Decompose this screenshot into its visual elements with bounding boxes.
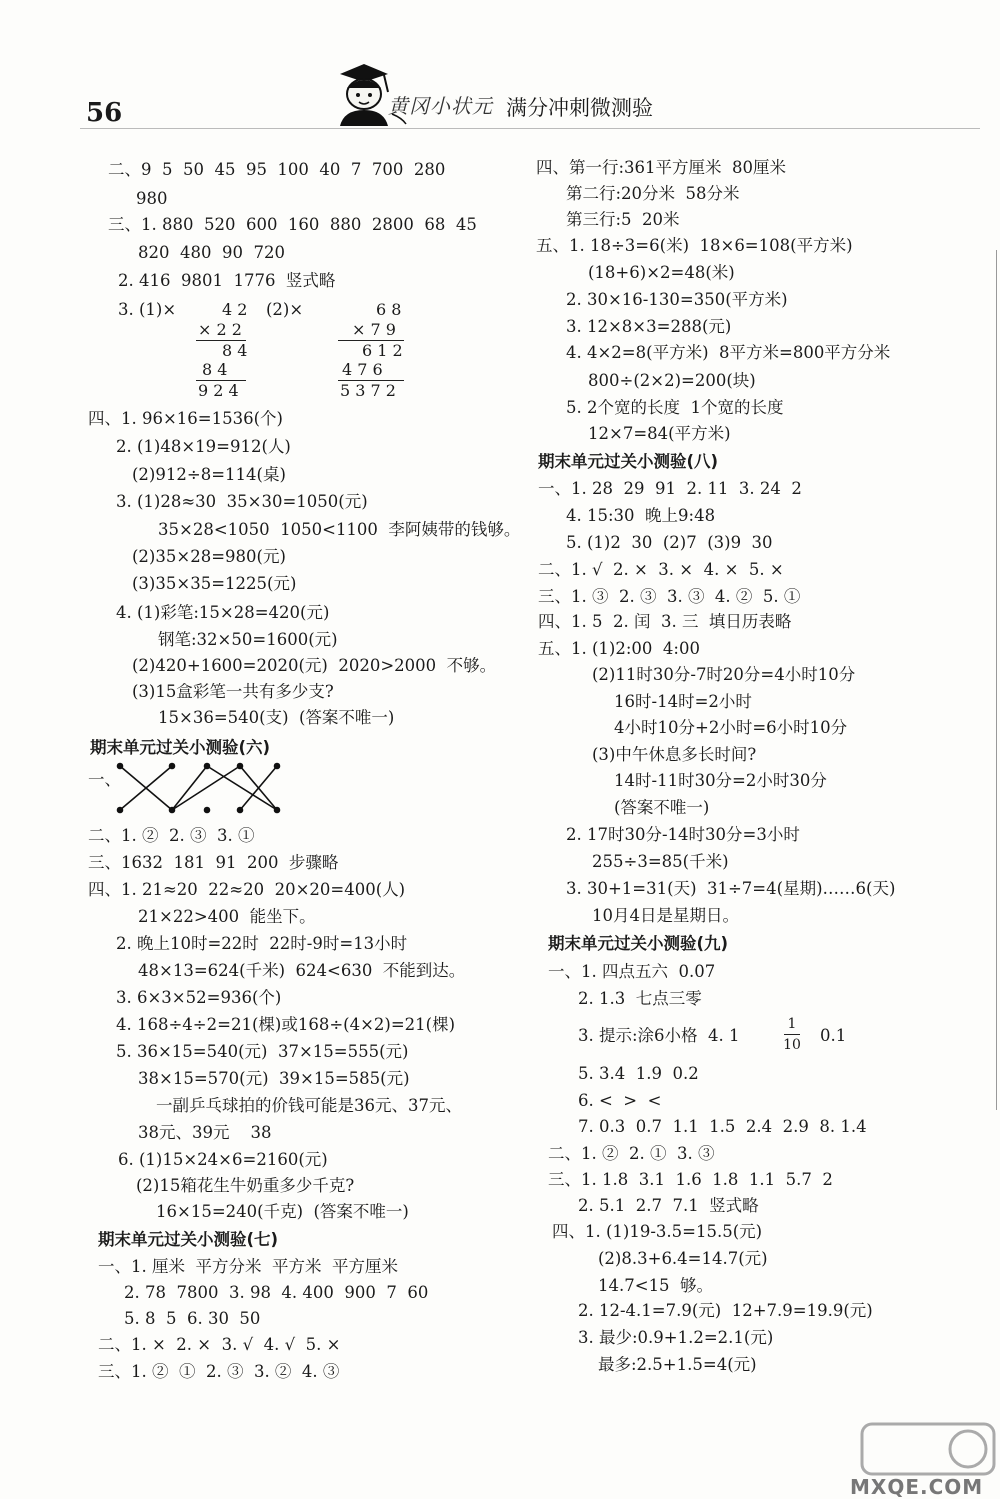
vc2-row: 6 1 2 (362, 341, 403, 360)
fraction-numerator: 1 (787, 1016, 797, 1032)
answer-line: 4. 15:30 晚上9:48 (566, 506, 716, 525)
vc2-row: 5 3 7 2 (340, 381, 396, 400)
section-heading: 期末单元过关小测验(九) (548, 934, 729, 953)
answer-line: 6. < > < (578, 1091, 662, 1110)
answer-line: 二、1. ② 2. ③ 3. ① (88, 826, 255, 845)
answer-line: (2)35×28=980(元) (132, 547, 286, 566)
vc2-row: 4 7 6 (342, 360, 383, 379)
header-divider (80, 128, 980, 129)
answer-line: 3. (1)28≈30 35×30=1050(元) (116, 492, 368, 511)
answer-line: 钢笔:32×50=1600(元) (158, 630, 338, 649)
page-number: 56 (86, 98, 123, 128)
vc1-row: 8 4 (202, 360, 228, 379)
vc2-row: 6 8 (376, 300, 402, 319)
vc2-row: × 7 9 (352, 320, 396, 339)
answer-line: 四、1. 5 2. 闰 3. 三 填日历表略 (538, 612, 792, 631)
fraction-denominator: 10 (783, 1037, 801, 1053)
answer-line: 21×22>400 能坐下。 (138, 907, 316, 926)
answer-line: 三、1. ③ 2. ③ 3. ③ 4. ② 5. ① (538, 587, 801, 606)
answer-line: 一、1. 四点五六 0.07 (548, 962, 716, 981)
section-heading: 期末单元过关小测验(七) (98, 1230, 279, 1249)
answer-line: 最多:2.5+1.5=4(元) (598, 1355, 757, 1374)
answer-line: 48×13=624(千米) 624<630 不能到达。 (138, 961, 466, 980)
answer-line: 2. 17时30分-14时30分=3小时 (566, 825, 800, 844)
vc1-row: × 2 2 (198, 320, 242, 339)
answer-line: 5. 8 5 6. 30 50 (124, 1309, 261, 1328)
answer-line: (18+6)×2=48(米) (588, 263, 735, 282)
page-edge-line (996, 250, 997, 1110)
answer-line: (2)912÷8=114(桌) (132, 465, 286, 484)
answer-line: 4. (1)彩笔:15×28=420(元) (116, 603, 330, 622)
answer-line: 14时-11时30分=2小时30分 (614, 771, 827, 790)
answer-line: 三、1. 880 520 600 160 880 2800 68 45 (108, 215, 477, 234)
answer-line: 第三行:5 20米 (566, 210, 680, 229)
answer-line: 4. 168÷4÷2=21(棵)或168÷(4×2)=21(棵) (116, 1015, 456, 1034)
answer-line: (2)15箱花生牛奶重多少千克? (136, 1176, 355, 1195)
answer-line: (2)8.3+6.4=14.7(元) (598, 1249, 768, 1268)
answer-line: 2. 5.1 2.7 7.1 竖式略 (578, 1196, 759, 1215)
answer-line: 16时-14时=2小时 (614, 692, 752, 711)
answer-line: 35×28<1050 1050<1100 李阿姨带的钱够。 (158, 520, 521, 539)
answer-line: 3. 提示:涂6小格 4. 1 (578, 1026, 740, 1045)
answer-line: 四、1. 96×16=1536(个) (88, 409, 283, 428)
brand-logo: 黄冈小状元 (388, 94, 493, 118)
answer-line: 一、 (88, 770, 121, 789)
section-heading: 期末单元过关小测验(六) (90, 738, 271, 757)
answer-line: 10月4日是星期日。 (592, 906, 739, 925)
answer-line: 三、1. ② ① 2. ③ 3. ② 4. ③ (98, 1362, 340, 1381)
answer-line: 38×15=570(元) 39×15=585(元) (138, 1069, 410, 1088)
answer-line: 3. 6×3×52=936(个) (116, 988, 282, 1007)
answer-line: (2)420+1600=2020(元) 2020>2000 不够。 (132, 656, 497, 675)
answer-line: 2. 30×16-130=350(平方米) (566, 290, 788, 309)
answer-line: 980 (136, 189, 168, 208)
answer-line: (3)15盒彩笔一共有多少支? (132, 682, 334, 701)
answer-line: 四、第一行:361平方厘米 80厘米 (536, 158, 787, 177)
section-heading: 期末单元过关小测验(八) (538, 452, 719, 471)
answer-line: 820 480 90 720 (138, 243, 285, 262)
answer-line: 800÷(2×2)=200(块) (588, 371, 756, 390)
answer-line: 二、1. × 2. × 3. √ 4. √ 5. × (98, 1335, 341, 1354)
answer-line: 0.1 (820, 1026, 847, 1045)
answer-line: 2. 12-4.1=7.9(元) 12+7.9=19.9(元) (578, 1301, 873, 1320)
answer-line: (2)× (266, 300, 304, 319)
answer-line: (答案不唯一) (614, 798, 710, 817)
answer-line: 5. 2个宽的长度 1个宽的长度 (566, 398, 784, 417)
answer-line: 5. (1)2 30 (2)7 (3)9 30 (566, 533, 773, 552)
answer-line: 二、1. ② 2. ① 3. ③ (548, 1144, 715, 1163)
answer-line: (3)35×35=1225(元) (132, 574, 297, 593)
answer-line: 3. 最少:0.9+1.2=2.1(元) (578, 1328, 774, 1347)
answer-line: 2. 晚上10时=22时 22时-9时=13小时 (116, 934, 408, 953)
answer-line: 255÷3=85(千米) (592, 852, 729, 871)
answer-line: 6. (1)15×24×6=2160(元) (118, 1150, 328, 1169)
answer-line: 二、9 5 50 45 95 100 40 7 700 280 (108, 160, 446, 179)
vc1-row: 9 2 4 (198, 381, 239, 400)
answer-line: 3. 12×8×3=288(元) (566, 317, 732, 336)
watermark-text: MXQE.COM (850, 1475, 984, 1499)
vc1-row: 4 2 (222, 300, 248, 319)
answer-line: 5. 36×15=540(元) 37×15=555(元) (116, 1042, 409, 1061)
fraction-bar (784, 1034, 800, 1035)
matching-lines-diagram (112, 760, 292, 816)
answer-line: 12×7=84(平方米) (588, 424, 731, 443)
answer-line: 3. 30+1=31(天) 31÷7=4(星期)……6(天) (566, 879, 896, 898)
answer-line: 4. 4×2=8(平方米) 8平方米=800平方分米 (566, 343, 891, 362)
answer-line: (2)11时30分-7时20分=4小时10分 (592, 665, 856, 684)
answer-line: 五、1. (1)2:00 4:00 (538, 639, 700, 658)
vc1-row: 8 4 (222, 341, 248, 360)
answer-line: 15×36=540(支) (答案不唯一) (158, 708, 395, 727)
answer-line: 2. 78 7800 3. 98 4. 400 900 7 60 (124, 1283, 429, 1302)
answer-line: 三、1. 1.8 3.1 1.6 1.8 1.1 5.7 2 (548, 1170, 833, 1189)
answer-line: 38元、39元 38 (138, 1123, 272, 1142)
answer-line: (3)中午休息多长时间? (592, 745, 757, 764)
answer-line: 五、1. 18÷3=6(米) 18×6=108(平方米) (536, 236, 853, 255)
answer-line: 四、1. 21≈20 22≈20 20×20=400(人) (88, 880, 406, 899)
answer-line: 一、1. 28 29 91 2. 11 3. 24 2 (538, 479, 802, 498)
answer-line: 第二行:20分米 58分米 (566, 184, 740, 203)
answer-line: 2. 416 9801 1776 竖式略 (118, 271, 336, 290)
answer-line: 5. 3.4 1.9 0.2 (578, 1064, 699, 1083)
answer-line: 2. 1.3 七点三零 (578, 989, 702, 1008)
answer-line: 一、1. 厘米 平方分米 平方米 平方厘米 (98, 1257, 398, 1276)
answer-line: 7. 0.3 0.7 1.1 1.5 2.4 2.9 8. 1.4 (578, 1117, 867, 1136)
answer-line: 三、1632 181 91 200 步骤略 (88, 853, 339, 872)
answer-line: 四、1. (1)19-3.5=15.5(元) (552, 1222, 763, 1241)
series-title: 满分冲刺微测验 (506, 96, 653, 120)
answer-line: 2. (1)48×19=912(人) (116, 437, 291, 456)
answer-line: 4小时10分+2小时=6小时10分 (614, 718, 848, 737)
answer-line: 一副乒乓球拍的价钱可能是36元、37元、 (156, 1096, 462, 1115)
answer-line: 3. (1)× (118, 300, 177, 319)
answer-line: 二、1. √ 2. × 3. × 4. × 5. × (538, 560, 784, 579)
answer-line: 16×15=240(千克) (答案不唯一) (156, 1202, 409, 1221)
answer-line: 14.7<15 够。 (598, 1276, 714, 1295)
